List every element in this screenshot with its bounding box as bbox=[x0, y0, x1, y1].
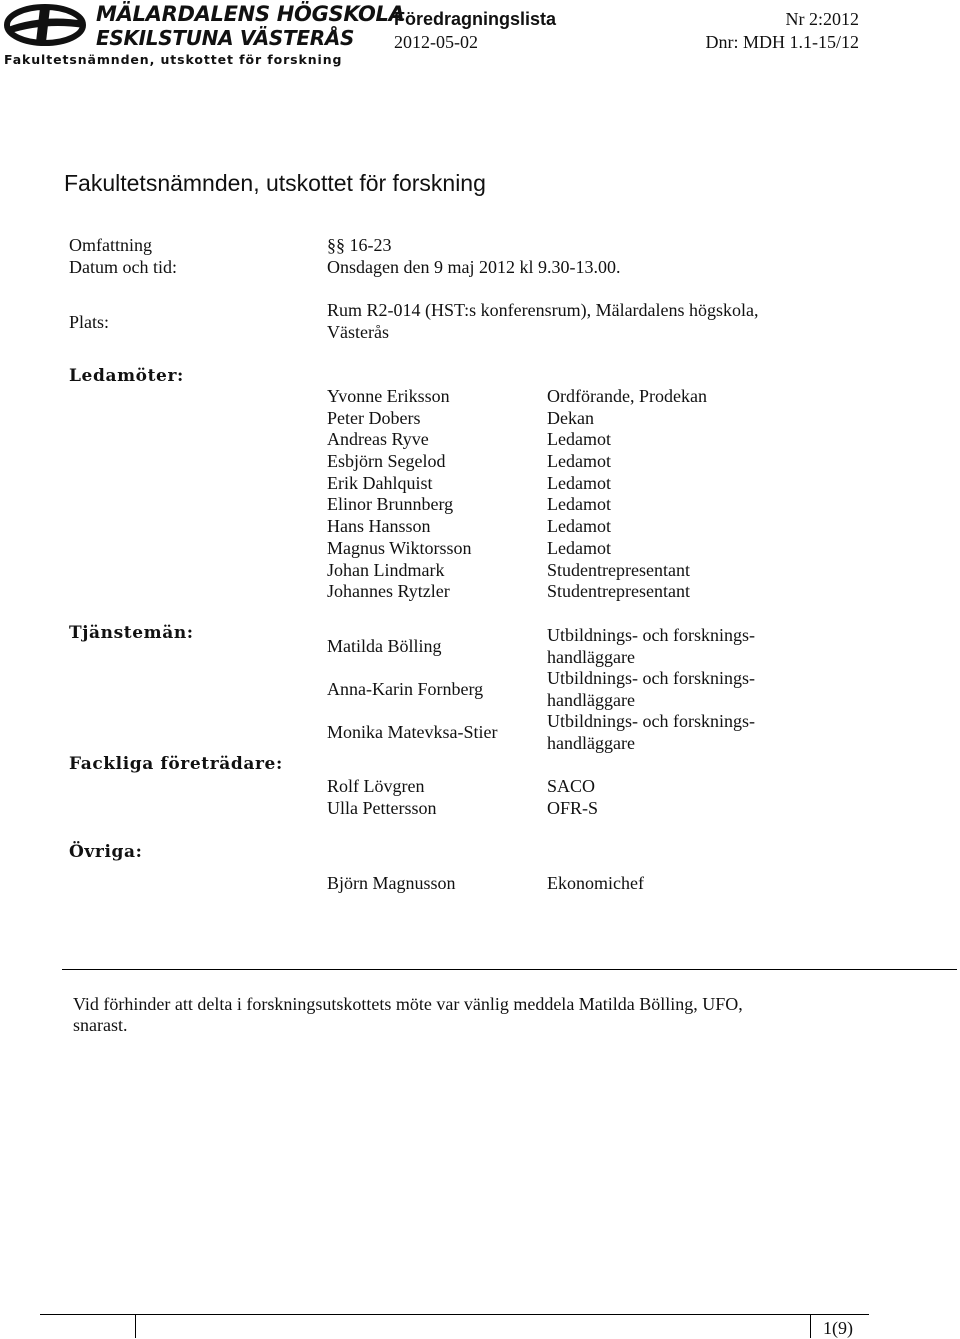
logo-wordmark-line2: ESKILSTUNA VÄSTERÅS bbox=[96, 26, 355, 50]
union-role: OFR-S bbox=[547, 798, 599, 818]
document-type: Föredragningslista bbox=[394, 9, 557, 29]
member-role: Ledamot bbox=[547, 516, 611, 537]
notice-divider bbox=[62, 969, 957, 970]
member-name: Esbjörn Segelod bbox=[327, 451, 446, 472]
member-name: Elinor Brunnberg bbox=[327, 494, 454, 515]
footer-tick-right bbox=[810, 1314, 811, 1338]
member-name: Yvonne Eriksson bbox=[327, 386, 450, 406]
footer-divider bbox=[40, 1314, 869, 1315]
member-role: Ordförande, Prodekan bbox=[547, 386, 707, 406]
official-role-line2: handläggare bbox=[547, 690, 635, 710]
member-role: Ledamot bbox=[547, 472, 611, 493]
official-role-line1: Utbildnings- och forsknings- bbox=[547, 668, 755, 688]
unions-label: Fackliga företrädare: bbox=[69, 754, 283, 774]
members-name-list bbox=[327, 386, 471, 603]
member-role: Studentrepresentant bbox=[547, 581, 690, 602]
datetime-label: Datum och tid: bbox=[69, 257, 177, 277]
other-name: Björn Magnusson bbox=[327, 873, 456, 893]
document-date: 2012-05-02 bbox=[394, 32, 478, 52]
member-name: Johan Lindmark bbox=[327, 559, 445, 580]
university-logo-mark bbox=[4, 4, 86, 46]
member-name: Johannes Rytzler bbox=[327, 581, 450, 602]
member-role: Studentrepresentant bbox=[547, 559, 690, 580]
document-number: Nr 2:2012 bbox=[785, 9, 859, 29]
member-role: Ledamot bbox=[547, 494, 611, 515]
member-role: Dekan bbox=[547, 407, 594, 428]
notice-line1: Vid förhinder att delta i forskningsutskottets möte var vänlig meddela Matilda Bölling, UFO, bbox=[73, 994, 743, 1014]
official-role-line2: handläggare bbox=[547, 733, 635, 753]
official-name: Matilda Bölling bbox=[327, 636, 442, 656]
place-value-line2: Västerås bbox=[327, 322, 389, 342]
other-role: Ekonomichef bbox=[547, 873, 644, 893]
official-name: Anna-Karin Fornberg bbox=[327, 679, 484, 699]
logo-wordmark-line1: MÄLARDALENS HÖGSKOLA bbox=[96, 2, 405, 26]
place-label: Plats: bbox=[69, 312, 110, 332]
document-dnr: Dnr: MDH 1.1-15/12 bbox=[705, 32, 859, 52]
datetime-value: Onsdagen den 9 maj 2012 kl 9.30-13.00. bbox=[327, 257, 621, 277]
member-name: Andreas Ryve bbox=[327, 429, 429, 450]
logo-subtitle: Fakultetsnämnden, utskottet för forskning bbox=[4, 52, 343, 67]
union-name: Rolf Lövgren bbox=[327, 776, 425, 796]
member-role: Ledamot bbox=[547, 451, 611, 472]
scope-label: Omfattning bbox=[69, 235, 152, 255]
member-name: Hans Hansson bbox=[327, 516, 431, 537]
officials-label: Tjänstemän: bbox=[69, 623, 194, 643]
union-name: Ulla Pettersson bbox=[327, 798, 437, 818]
place-value-line1: Rum R2-014 (HST:s konferensrum), Mälardalens högskola, bbox=[327, 300, 759, 320]
members-role-list bbox=[547, 386, 707, 603]
page-number: 1(9) bbox=[823, 1318, 853, 1338]
notice-line2: snarast. bbox=[73, 1015, 128, 1035]
members-label: Ledamöter: bbox=[69, 366, 184, 386]
member-name: Peter Dobers bbox=[327, 407, 421, 428]
others-label: Övriga: bbox=[69, 842, 143, 862]
member-role: Ledamot bbox=[547, 429, 611, 450]
member-name: Magnus Wiktorsson bbox=[327, 537, 472, 558]
member-name: Erik Dahlquist bbox=[327, 472, 433, 493]
scope-value: §§ 16-23 bbox=[327, 235, 392, 255]
page-title: Fakultetsnämnden, utskottet för forskning bbox=[64, 170, 486, 196]
official-role-line1: Utbildnings- och forsknings- bbox=[547, 711, 755, 731]
official-role-line2: handläggare bbox=[547, 647, 635, 667]
union-role: SACO bbox=[547, 776, 596, 796]
official-role-line1: Utbildnings- och forsknings- bbox=[547, 625, 755, 645]
official-name: Monika Matevksa-Stier bbox=[327, 722, 498, 742]
member-role: Ledamot bbox=[547, 537, 611, 558]
footer-tick-left bbox=[135, 1314, 136, 1338]
